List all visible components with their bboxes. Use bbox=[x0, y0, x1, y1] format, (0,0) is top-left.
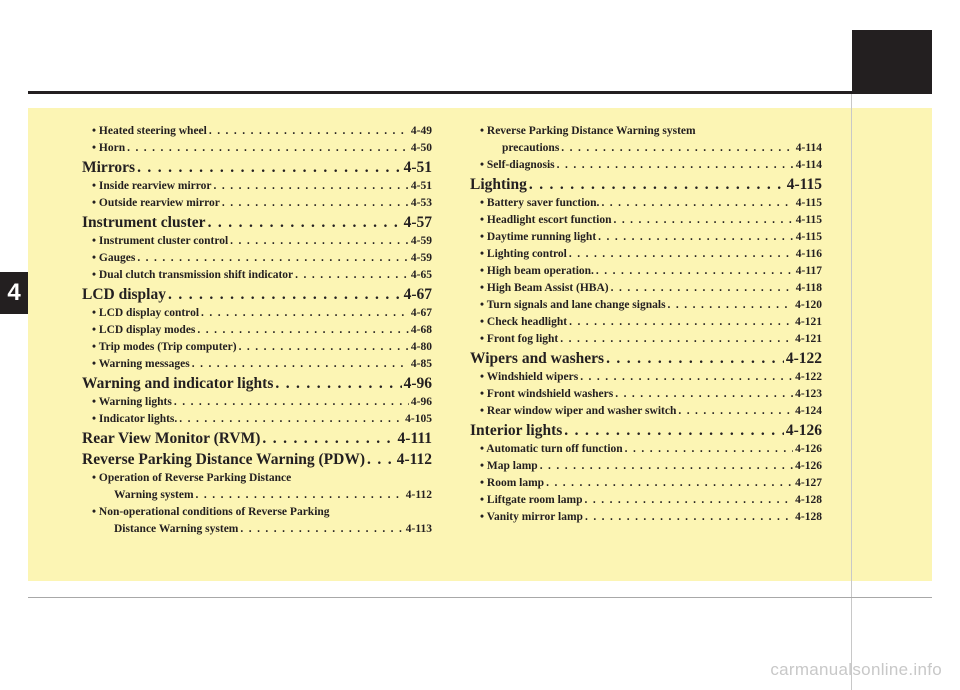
leader-dots bbox=[137, 251, 409, 265]
toc-entry-line bbox=[92, 488, 432, 505]
leader-dots bbox=[197, 323, 409, 337]
toc-entry[interactable] bbox=[470, 370, 822, 387]
toc-entry-title: • Room lamp bbox=[480, 477, 545, 489]
toc-page-number: 4-111 bbox=[397, 430, 432, 447]
toc-page-number: 4-116 bbox=[795, 248, 822, 260]
toc-page-number: 4-115 bbox=[795, 214, 822, 226]
toc-page-number: 4-59 bbox=[410, 235, 432, 247]
toc-entry-title: • Map lamp bbox=[480, 460, 538, 472]
toc-entry-line bbox=[92, 522, 432, 539]
toc-entry[interactable] bbox=[82, 357, 432, 374]
toc-entry-title: LCD display bbox=[82, 286, 166, 303]
toc-page-number: 4-127 bbox=[795, 477, 822, 489]
toc-entry-title: • Self-diagnosis bbox=[480, 159, 555, 171]
toc-entry-title-cont: Distance Warning system bbox=[114, 523, 239, 535]
toc-section[interactable] bbox=[470, 421, 822, 442]
leader-dots bbox=[564, 421, 784, 441]
toc-entry-title: • Turn signals and lane change signals bbox=[480, 299, 666, 311]
toc-entry-title: • Non-operational conditions of Reverse Parking bbox=[92, 506, 330, 518]
leader-dots bbox=[529, 175, 785, 195]
toc-page-number: 4-113 bbox=[405, 523, 432, 535]
toc-entry-title: • LCD display control bbox=[92, 307, 200, 319]
toc-section[interactable] bbox=[82, 158, 432, 179]
leader-dots bbox=[222, 196, 409, 210]
toc-entry-title: • Horn bbox=[92, 142, 126, 154]
leader-dots bbox=[585, 493, 794, 507]
leader-dots bbox=[557, 158, 794, 172]
chapter-tab: 4 bbox=[0, 272, 28, 314]
leader-dots bbox=[239, 340, 409, 354]
toc-page-number: 4-112 bbox=[396, 451, 432, 468]
toc-page-number: 4-85 bbox=[410, 358, 432, 370]
toc-entry-title: • Front windshield washers bbox=[480, 388, 614, 400]
toc-entry-title: • Outside rearview mirror bbox=[92, 197, 220, 209]
leader-dots bbox=[230, 234, 409, 248]
leader-dots bbox=[611, 281, 794, 295]
leader-dots bbox=[168, 285, 402, 305]
leader-dots bbox=[208, 213, 402, 233]
leader-dots bbox=[174, 395, 409, 409]
leader-dots bbox=[179, 412, 403, 426]
leader-dots bbox=[561, 141, 794, 155]
toc-entry-title: • Indicator lights. bbox=[92, 413, 178, 425]
toc-page-number: 4-126 bbox=[795, 443, 822, 455]
toc-section[interactable] bbox=[82, 429, 432, 450]
margin-line bbox=[851, 94, 852, 690]
toc-entry[interactable] bbox=[470, 158, 822, 175]
toc-entry[interactable] bbox=[470, 315, 822, 332]
leader-dots bbox=[209, 124, 409, 138]
toc-page-number: 4-117 bbox=[795, 265, 822, 277]
toc-page-number: 4-115 bbox=[795, 231, 822, 243]
toc-entry-title: • High beam operation. bbox=[480, 265, 594, 277]
leader-dots bbox=[196, 488, 404, 502]
toc-entry[interactable] bbox=[470, 387, 822, 404]
leader-dots bbox=[615, 387, 793, 401]
leader-dots bbox=[569, 315, 793, 329]
toc-entry-title: • High Beam Assist (HBA) bbox=[480, 282, 609, 294]
toc-entry-title: • Trip modes (Trip computer) bbox=[92, 341, 237, 353]
toc-entry[interactable] bbox=[470, 442, 822, 459]
toc-entry[interactable] bbox=[470, 510, 822, 527]
leader-dots bbox=[598, 230, 794, 244]
toc-entry[interactable] bbox=[470, 124, 822, 158]
toc-page-number: 4-59 bbox=[410, 252, 432, 264]
toc-page-number: 4-105 bbox=[405, 413, 432, 425]
leader-dots bbox=[596, 264, 794, 278]
toc-entry[interactable] bbox=[82, 124, 432, 141]
toc-section[interactable] bbox=[82, 450, 432, 471]
toc-entry[interactable] bbox=[82, 196, 432, 213]
leader-dots bbox=[367, 450, 395, 470]
toc-entry-title: • Automatic turn off function bbox=[480, 443, 623, 455]
toc-entry[interactable] bbox=[470, 404, 822, 421]
toc-entry[interactable] bbox=[82, 471, 432, 505]
toc-entry-title: • Operation of Reverse Parking Distance bbox=[92, 472, 292, 484]
leader-dots bbox=[606, 349, 784, 369]
toc-entry-title: • Rear window wiper and washer switch bbox=[480, 405, 677, 417]
leader-dots bbox=[214, 179, 409, 193]
leader-dots bbox=[275, 374, 401, 394]
top-rule bbox=[28, 91, 932, 94]
leader-dots bbox=[546, 476, 793, 490]
toc-left-column bbox=[82, 124, 432, 539]
toc-entry[interactable] bbox=[82, 306, 432, 323]
toc-entry-title: Warning and indicator lights bbox=[82, 375, 274, 392]
leader-dots bbox=[625, 442, 793, 456]
toc-entry[interactable] bbox=[470, 213, 822, 230]
watermark: carmanualsonline.info bbox=[770, 660, 942, 679]
toc-entry-title: • Inside rearview mirror bbox=[92, 180, 212, 192]
toc-entry[interactable] bbox=[470, 476, 822, 493]
toc-entry[interactable] bbox=[82, 251, 432, 268]
toc-page-number: 4-121 bbox=[795, 333, 822, 345]
toc-entry[interactable] bbox=[82, 268, 432, 285]
toc-entry[interactable] bbox=[82, 179, 432, 196]
toc-entry-title-cont: precautions bbox=[502, 142, 560, 154]
toc-page-number: 4-80 bbox=[410, 341, 432, 353]
leader-dots bbox=[295, 268, 409, 282]
toc-page-number: 4-49 bbox=[410, 125, 432, 137]
toc-page-number: 4-57 bbox=[403, 214, 432, 231]
toc-entry[interactable] bbox=[82, 505, 432, 539]
leader-dots bbox=[613, 213, 793, 227]
toc-section[interactable] bbox=[82, 213, 432, 234]
toc-page-number: 4-96 bbox=[410, 396, 432, 408]
toc-page-number: 4-112 bbox=[405, 489, 432, 501]
toc-page-number: 4-120 bbox=[795, 299, 822, 311]
leader-dots bbox=[678, 404, 793, 418]
toc-page-number: 4-50 bbox=[410, 142, 432, 154]
toc-entry[interactable] bbox=[470, 298, 822, 315]
toc-entry[interactable] bbox=[470, 493, 822, 510]
leader-dots bbox=[601, 196, 793, 210]
toc-page-number: 4-51 bbox=[403, 159, 432, 176]
toc-entry-title: • Liftgate room lamp bbox=[480, 494, 583, 506]
toc-page-number: 4-123 bbox=[795, 388, 822, 400]
toc-page-number: 4-121 bbox=[795, 316, 822, 328]
toc-entry-title: • Daytime running light bbox=[480, 231, 597, 243]
leader-dots bbox=[262, 429, 395, 449]
toc-page-number: 4-51 bbox=[410, 180, 432, 192]
leader-dots bbox=[540, 459, 793, 473]
toc-page-number: 4-126 bbox=[785, 422, 822, 439]
toc-page-number: 4-126 bbox=[795, 460, 822, 472]
toc-entry[interactable] bbox=[82, 340, 432, 357]
toc-entry[interactable] bbox=[82, 412, 432, 429]
toc-entry-title: • Battery saver function. bbox=[480, 197, 600, 209]
toc-entry[interactable] bbox=[470, 230, 822, 247]
toc-entry[interactable] bbox=[470, 196, 822, 213]
corner-block bbox=[852, 30, 932, 93]
toc-entry-title: • Vanity mirror lamp bbox=[480, 511, 583, 523]
toc-page-number: 4-53 bbox=[410, 197, 432, 209]
toc-section[interactable] bbox=[82, 374, 432, 395]
toc-page-number: 4-128 bbox=[795, 494, 822, 506]
toc-entry[interactable] bbox=[82, 323, 432, 340]
toc-page-number: 4-115 bbox=[786, 176, 822, 193]
toc-entry[interactable] bbox=[470, 247, 822, 264]
leader-dots bbox=[668, 298, 794, 312]
toc-entry-title: • Headlight escort function bbox=[480, 214, 612, 226]
toc-entry-title: Wipers and washers bbox=[470, 350, 605, 367]
toc-entry[interactable] bbox=[470, 281, 822, 298]
leader-dots bbox=[240, 522, 403, 536]
toc-page-number: 4-128 bbox=[795, 511, 822, 523]
toc-page-number: 4-68 bbox=[410, 324, 432, 336]
toc-entry-title: • Gauges bbox=[92, 252, 136, 264]
toc-entry-title: Rear View Monitor (RVM) bbox=[82, 430, 261, 447]
toc-entry-title: Reverse Parking Distance Warning (PDW) bbox=[82, 451, 365, 468]
toc-entry-title: • Dual clutch transmission shift indicator bbox=[92, 269, 294, 281]
toc-entry-title: Interior lights bbox=[470, 422, 563, 439]
toc-entry-title: • Warning messages bbox=[92, 358, 190, 370]
leader-dots bbox=[127, 141, 409, 155]
toc-entry-title: • Warning lights bbox=[92, 396, 172, 408]
toc-entry-title: • Reverse Parking Distance Warning system bbox=[480, 125, 696, 137]
toc-section[interactable] bbox=[82, 285, 432, 306]
toc-entry[interactable] bbox=[470, 332, 822, 349]
toc-right-column bbox=[470, 124, 822, 527]
leader-dots bbox=[560, 332, 793, 346]
toc-page-number: 4-65 bbox=[410, 269, 432, 281]
toc-entry-title: • LCD display modes bbox=[92, 324, 196, 336]
toc-entry[interactable] bbox=[82, 234, 432, 251]
toc-entry-title: • Windshield wipers bbox=[480, 371, 579, 383]
toc-page-number: 4-122 bbox=[785, 350, 822, 367]
toc-page-number: 4-115 bbox=[795, 197, 822, 209]
toc-entry[interactable] bbox=[82, 141, 432, 158]
leader-dots bbox=[137, 158, 402, 178]
leader-dots bbox=[201, 306, 409, 320]
toc-page-number: 4-122 bbox=[795, 371, 822, 383]
toc-entry-title: • Instrument cluster control bbox=[92, 235, 229, 247]
toc-page-number: 4-114 bbox=[795, 142, 822, 154]
toc-entry-title: Lighting bbox=[470, 176, 527, 193]
leader-dots bbox=[585, 510, 793, 524]
toc-page-number: 4-67 bbox=[410, 307, 432, 319]
toc-entry[interactable] bbox=[470, 459, 822, 476]
toc-page-number: 4-67 bbox=[403, 286, 432, 303]
leader-dots bbox=[192, 357, 409, 371]
toc-entry-line bbox=[480, 141, 822, 158]
toc-page-number: 4-96 bbox=[403, 375, 432, 392]
toc-entry[interactable] bbox=[470, 264, 822, 281]
toc-entry[interactable] bbox=[82, 395, 432, 412]
bottom-rule bbox=[28, 597, 932, 598]
leader-dots bbox=[580, 370, 793, 384]
toc-entry-title: • Check headlight bbox=[480, 316, 568, 328]
toc-section[interactable] bbox=[470, 349, 822, 370]
toc-entry-title: • Heated steering wheel bbox=[92, 125, 207, 137]
toc-page-number: 4-114 bbox=[795, 159, 822, 171]
toc-entry-title-cont: Warning system bbox=[114, 489, 194, 501]
toc-section[interactable] bbox=[470, 175, 822, 196]
toc-entry-title: • Lighting control bbox=[480, 248, 567, 260]
toc-entry-title: Instrument cluster bbox=[82, 214, 206, 231]
toc-entry-title: Mirrors bbox=[82, 159, 136, 176]
toc-entry-title: • Front fog light bbox=[480, 333, 559, 345]
toc-page-number: 4-124 bbox=[795, 405, 822, 417]
toc-page-number: 4-118 bbox=[795, 282, 822, 294]
leader-dots bbox=[569, 247, 794, 261]
